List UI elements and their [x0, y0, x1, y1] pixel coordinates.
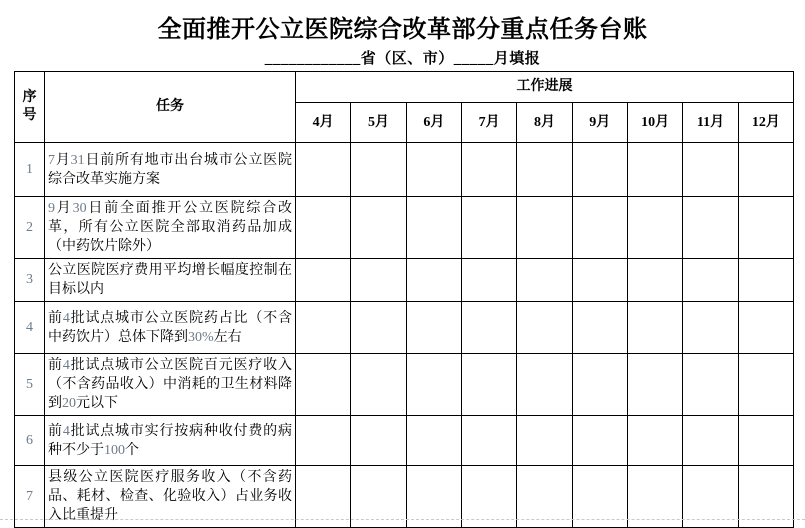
month-header-jun: 6月 — [406, 103, 461, 143]
progress-cell[interactable] — [351, 416, 406, 466]
document-title: 全面推开公立医院综合改革部分重点任务台账 — [157, 17, 648, 43]
row-seq: 6 — [15, 416, 45, 466]
row-seq: 2 — [15, 197, 45, 259]
progress-cell[interactable] — [627, 197, 682, 259]
progress-cell[interactable] — [296, 143, 351, 197]
progress-cell[interactable] — [683, 197, 738, 259]
progress-cell[interactable] — [683, 354, 738, 416]
document-subtitle: ____________省（区、市）_____月填报 — [264, 51, 541, 67]
progress-cell[interactable] — [683, 416, 738, 466]
progress-cell[interactable] — [572, 197, 627, 259]
progress-cell[interactable] — [572, 354, 627, 416]
progress-cell[interactable] — [517, 354, 572, 416]
progress-cell[interactable] — [461, 302, 516, 354]
progress-cell[interactable] — [517, 197, 572, 259]
month-header-aug: 8月 — [517, 103, 572, 143]
progress-cell[interactable] — [406, 143, 461, 197]
month-header-jul: 7月 — [461, 103, 516, 143]
month-header-apr: 4月 — [296, 103, 351, 143]
row-seq: 5 — [15, 354, 45, 416]
task-text: 前4批试点城市公立医院百元医疗收入（不含药品收入）中消耗的卫生材料降到20元以下 — [45, 354, 296, 416]
progress-cell[interactable] — [627, 416, 682, 466]
progress-cell[interactable] — [351, 143, 406, 197]
row-seq: 4 — [15, 302, 45, 354]
progress-cell[interactable] — [296, 354, 351, 416]
progress-cell[interactable] — [296, 197, 351, 259]
progress-cell[interactable] — [406, 197, 461, 259]
row-seq: 7 — [15, 466, 45, 528]
progress-cell[interactable] — [406, 354, 461, 416]
progress-cell[interactable] — [351, 354, 406, 416]
table-row — [15, 354, 794, 416]
progress-cell[interactable] — [296, 302, 351, 354]
table-row — [15, 416, 794, 466]
column-header-progress: 工作进展 — [296, 72, 794, 103]
progress-cell[interactable] — [683, 259, 738, 302]
progress-cell[interactable] — [627, 143, 682, 197]
progress-cell[interactable] — [517, 416, 572, 466]
column-header-task: 任务 — [45, 72, 296, 143]
table-row — [15, 143, 794, 197]
progress-cell[interactable] — [461, 259, 516, 302]
progress-cell[interactable] — [627, 259, 682, 302]
progress-cell[interactable] — [406, 302, 461, 354]
table-row — [15, 197, 794, 259]
progress-cell[interactable] — [517, 143, 572, 197]
progress-cell[interactable] — [461, 197, 516, 259]
progress-cell[interactable] — [406, 416, 461, 466]
progress-cell[interactable] — [572, 416, 627, 466]
task-text: 县级公立医院医疗服务收入（不含药品、耗材、检查、化验收入）占业务收入比重提升 — [45, 466, 296, 528]
task-text: 前4批试点城市公立医院药占比（不含中药饮片）总体下降到30%左右 — [45, 302, 296, 354]
progress-cell[interactable] — [683, 302, 738, 354]
progress-cell[interactable] — [517, 259, 572, 302]
progress-cell[interactable] — [572, 143, 627, 197]
task-text: 9月30日前全面推开公立医院综合改革，所有公立医院全部取消药品加成（中药饮片除外） — [45, 197, 296, 259]
progress-cell[interactable] — [461, 143, 516, 197]
progress-cell[interactable] — [461, 354, 516, 416]
progress-cell[interactable] — [572, 259, 627, 302]
progress-cell[interactable] — [351, 197, 406, 259]
task-text: 前4批试点城市实行按病种收付费的病种不少于100个 — [45, 416, 296, 466]
row-seq: 1 — [15, 143, 45, 197]
progress-cell[interactable] — [738, 259, 793, 302]
table-row — [15, 302, 794, 354]
month-header-oct: 10月 — [627, 103, 682, 143]
progress-cell[interactable] — [683, 143, 738, 197]
table-row — [15, 259, 794, 302]
progress-cell[interactable] — [351, 302, 406, 354]
progress-cell[interactable] — [738, 416, 793, 466]
task-text: 公立医院医疗费用平均增长幅度控制在目标以内 — [45, 259, 296, 302]
progress-cell[interactable] — [296, 259, 351, 302]
progress-cell[interactable] — [738, 354, 793, 416]
progress-cell[interactable] — [406, 259, 461, 302]
progress-cell[interactable] — [351, 259, 406, 302]
task-text: 7月31日前所有地市出台城市公立医院综合改革实施方案 — [45, 143, 296, 197]
month-header-dec: 12月 — [738, 103, 793, 143]
progress-cell[interactable] — [296, 416, 351, 466]
progress-cell[interactable] — [738, 197, 793, 259]
progress-cell[interactable] — [738, 143, 793, 197]
progress-cell[interactable] — [627, 302, 682, 354]
progress-cell[interactable] — [572, 302, 627, 354]
month-header-nov: 11月 — [683, 103, 738, 143]
month-header-sep: 9月 — [572, 103, 627, 143]
row-seq: 3 — [15, 259, 45, 302]
progress-cell[interactable] — [738, 302, 793, 354]
task-ledger-table — [14, 71, 794, 528]
column-header-seq: 序号 — [15, 72, 45, 143]
month-header-may: 5月 — [351, 103, 406, 143]
progress-cell[interactable] — [461, 416, 516, 466]
page-break-line — [0, 519, 805, 520]
progress-cell[interactable] — [517, 302, 572, 354]
progress-cell[interactable] — [627, 354, 682, 416]
